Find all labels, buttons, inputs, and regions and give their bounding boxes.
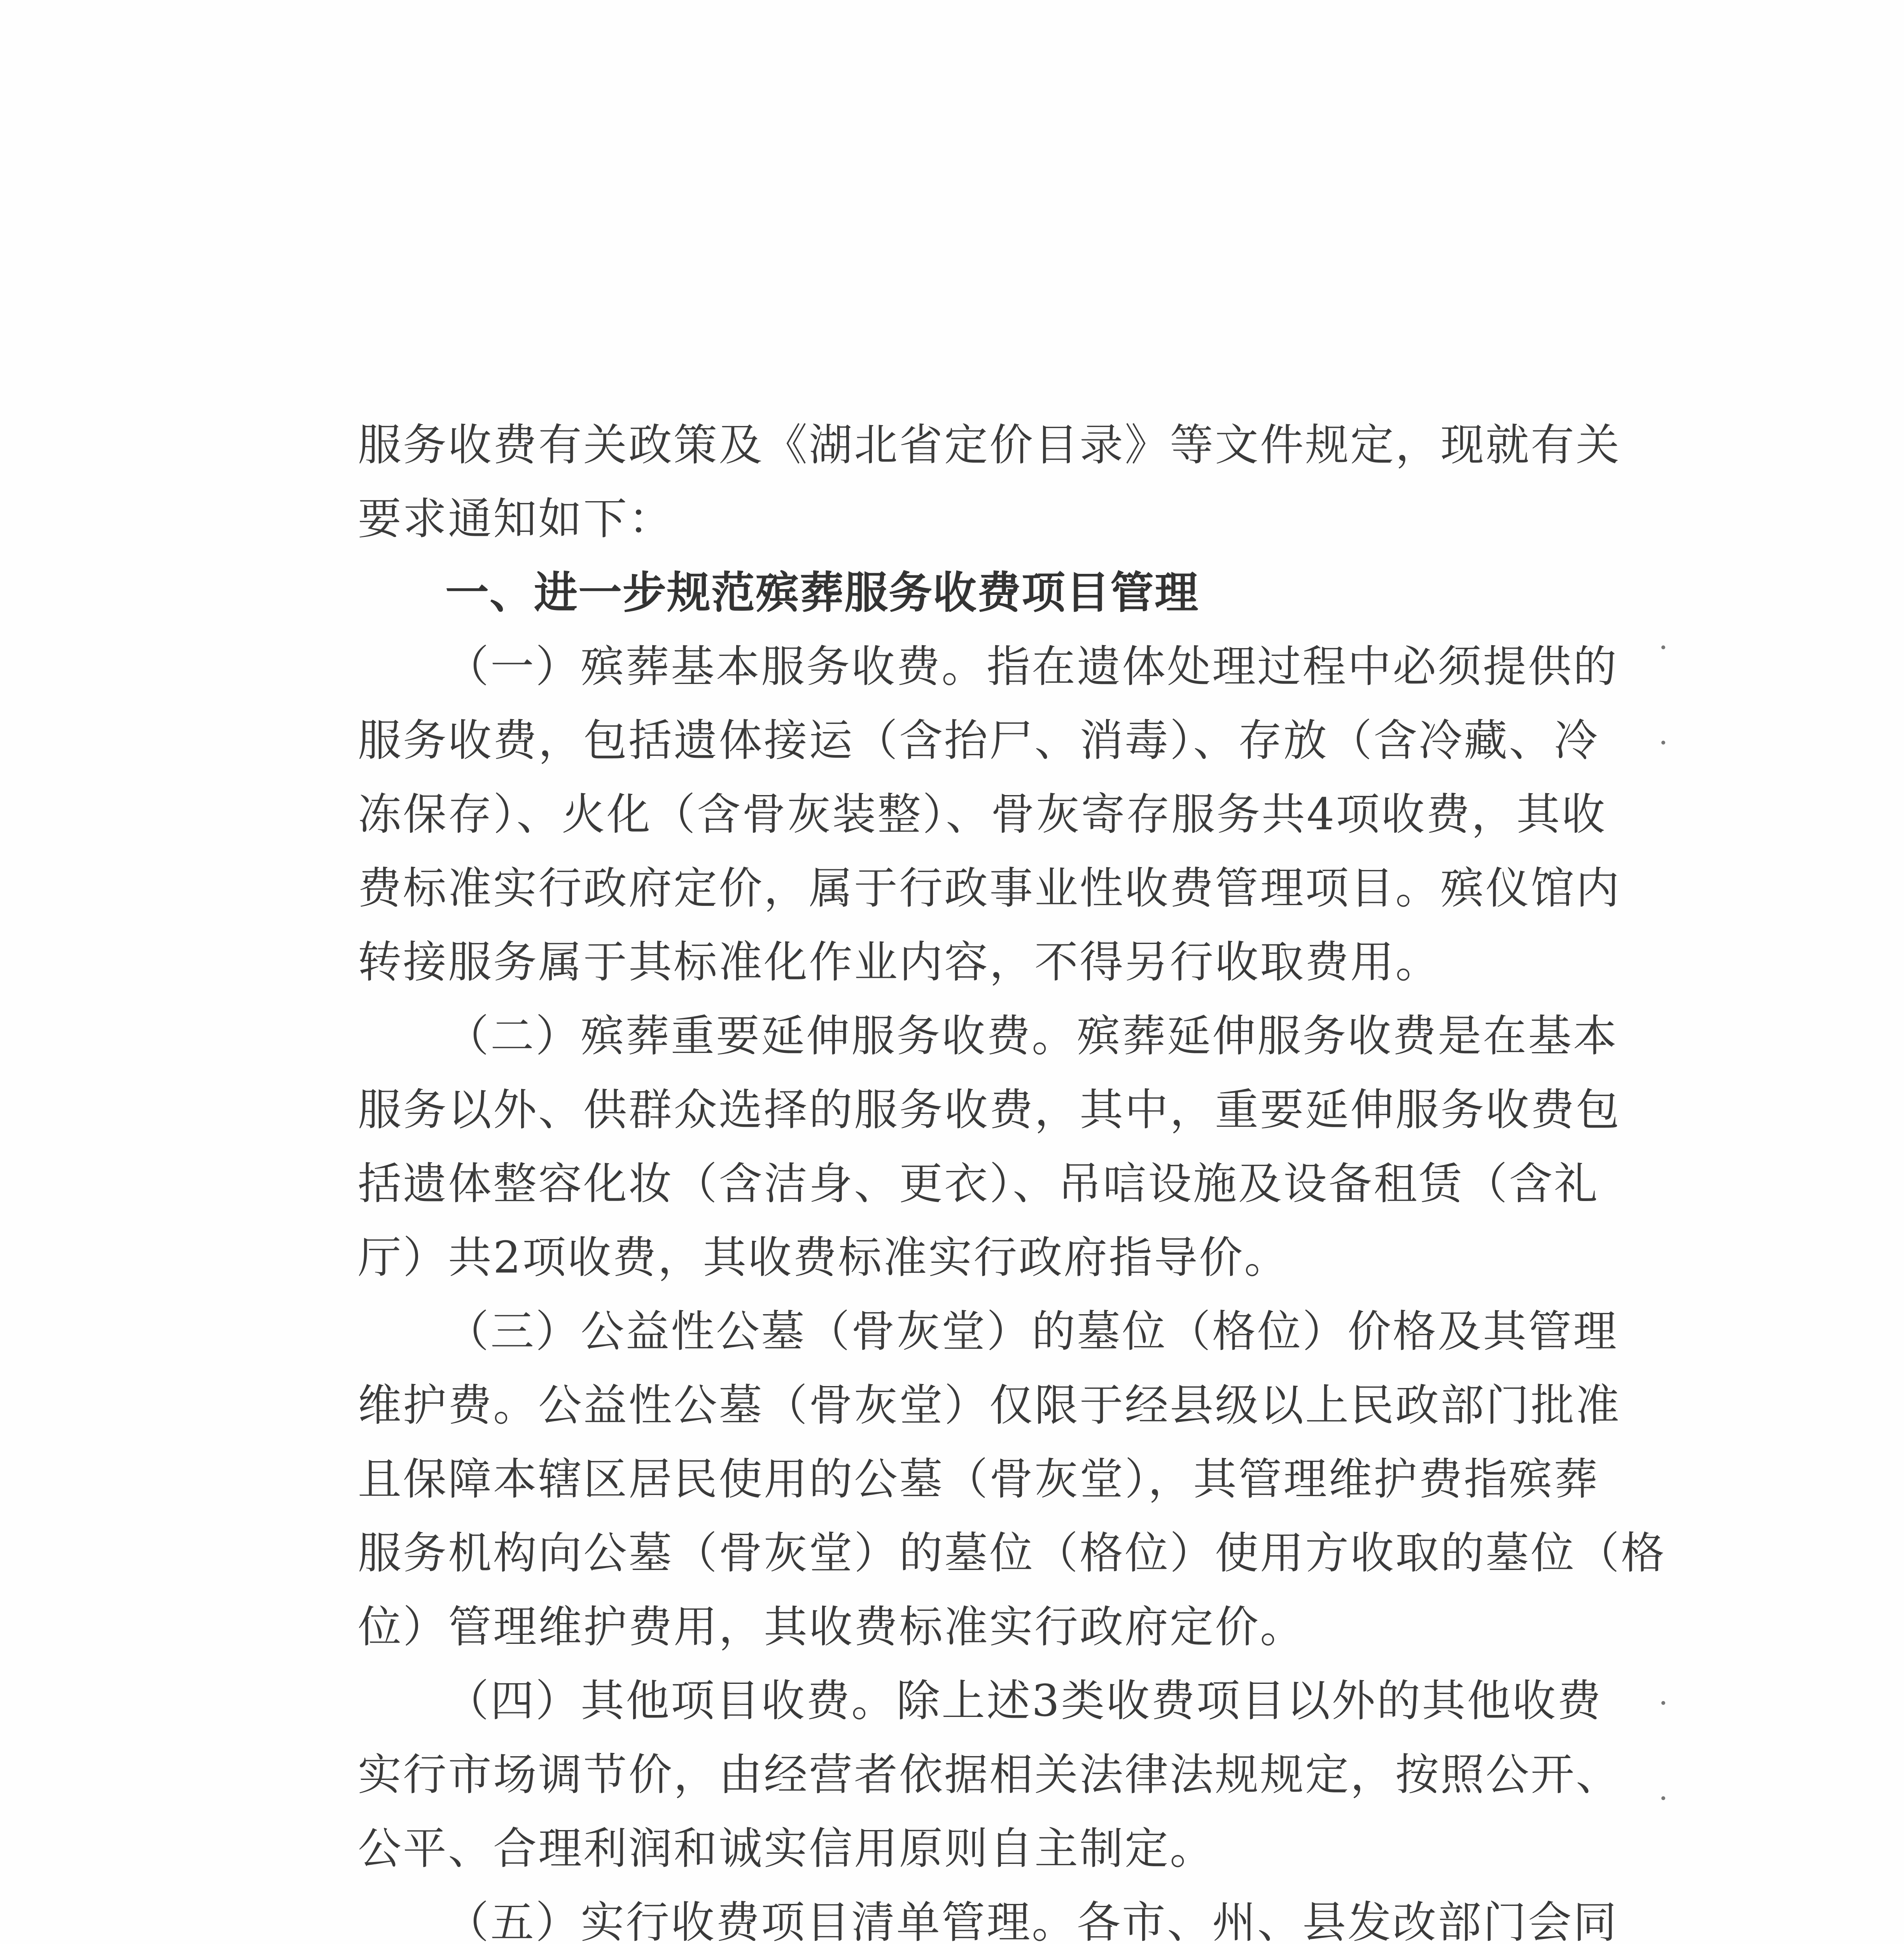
scan-speck	[1661, 645, 1665, 649]
body-line: 位）管理维护费用，其收费标准实行政府定价。	[358, 1602, 1305, 1652]
body-line: 服务收费有关政策及《湖北省定价目录》等文件规定，现就有关	[358, 420, 1621, 470]
body-line: 实行市场调节价，由经营者依据相关法律法规规定，按照公开、	[358, 1750, 1621, 1800]
body-line: （五）实行收费项目清单管理。各市、州、县发改部门会同	[445, 1897, 1618, 1944]
scan-speck	[1661, 1796, 1665, 1800]
body-line: 费标准实行政府定价，属于行政事业性收费管理项目。殡仪馆内	[358, 863, 1621, 914]
section-heading: 一、进一步规范殡葬服务收费项目管理	[445, 568, 1199, 618]
body-line: 要求通知如下：	[358, 494, 674, 544]
body-line: 服务机构向公墓（骨灰堂）的墓位（格位）使用方收取的墓位（格	[358, 1528, 1666, 1579]
scan-speck	[1661, 1701, 1665, 1705]
body-line: （一）殡葬基本服务收费。指在遗体处理过程中必须提供的	[445, 642, 1618, 692]
body-line: 服务以外、供群众选择的服务收费，其中，重要延伸服务收费包	[358, 1085, 1621, 1135]
body-line: 括遗体整容化妆（含洁身、更衣）、吊唁设施及设备租赁（含礼	[358, 1159, 1599, 1209]
body-line: 且保障本辖区居民使用的公墓（骨灰堂），其管理维护费指殡葬	[358, 1454, 1599, 1505]
scan-speck	[1661, 741, 1665, 745]
body-line: 厅）共2项收费，其收费标准实行政府指导价。	[358, 1232, 1290, 1283]
body-line: 维护费。公益性公墓（骨灰堂）仅限于经县级以上民政部门批准	[358, 1380, 1621, 1431]
body-line: 冻保存）、火化（含骨灰装整）、骨灰寄存服务共4项收费，其收	[358, 789, 1607, 840]
body-line: （四）其他项目收费。除上述3类收费项目以外的其他收费	[445, 1676, 1603, 1726]
body-line: 转接服务属于其标准化作业内容，不得另行收取费用。	[358, 937, 1440, 988]
body-line: （三）公益性公墓（骨灰堂）的墓位（格位）价格及其管理	[445, 1306, 1618, 1357]
body-line: 服务收费，包括遗体接运（含抬尸、消毒）、存放（含冷藏、冷	[358, 715, 1599, 766]
body-line: （二）殡葬重要延伸服务收费。殡葬延伸服务收费是在基本	[445, 1011, 1618, 1061]
body-line: 公平、合理利润和诚实信用原则自主制定。	[358, 1823, 1215, 1874]
document-body	[358, 408, 1666, 1944]
